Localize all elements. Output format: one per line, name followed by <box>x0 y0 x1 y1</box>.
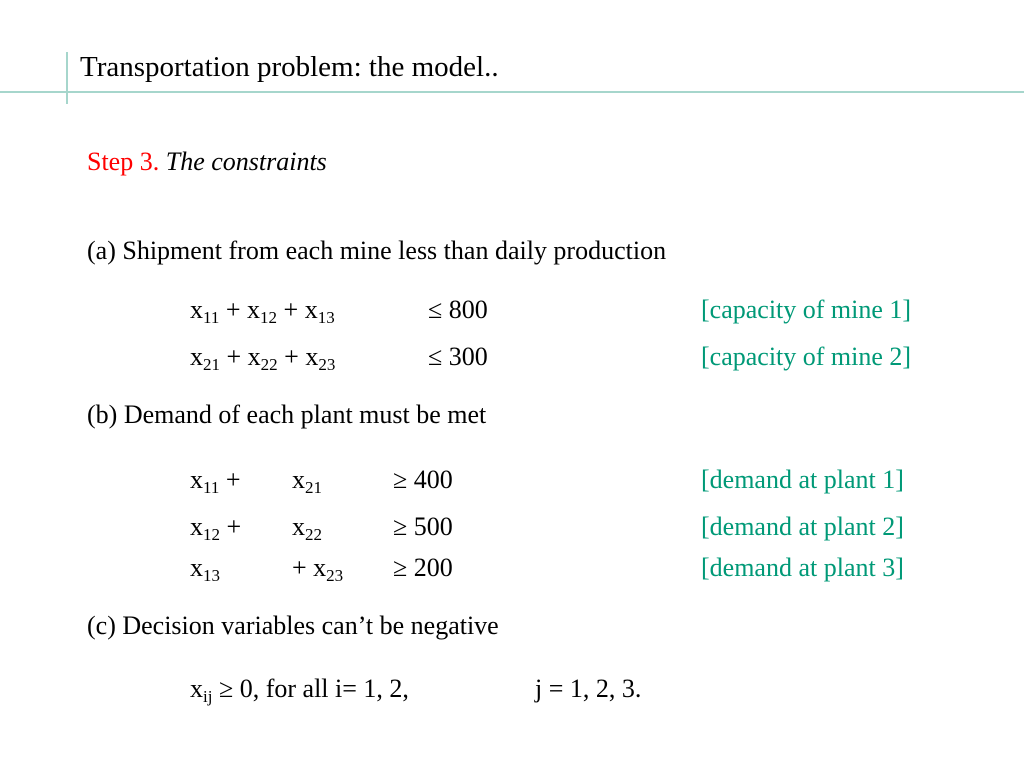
section-a-heading: (a) Shipment from each mine less than daily production <box>87 236 667 265</box>
constraint-b3-right: + $x_{23}$ <box>292 553 344 585</box>
constraint-b1-right: $x_{21}$ <box>292 465 322 497</box>
title-underline <box>0 91 1024 93</box>
constraint-a1-lhs: $x_{11} + x_{12} + x_{13}$ <box>190 295 335 327</box>
section-b-heading: (b) Demand of each plant must be met <box>87 400 487 429</box>
constraint-b1-rhs: ≥ 400 <box>393 465 453 494</box>
step-heading <box>87 146 327 178</box>
constraint-b1-note: [demand at plant 1] <box>701 465 904 494</box>
title-accent-bar <box>66 52 68 104</box>
slide-title: Transportation problem: the model.. <box>80 51 499 83</box>
constraint-a2-lhs: $x_{21} + x_{22} + x_{23}$ <box>190 342 336 374</box>
constraint-b2-note: [demand at plant 2] <box>701 512 904 541</box>
section-c-heading: (c) Decision variables can’t be negative <box>87 611 499 640</box>
constraint-a1-rhs: ≤ 800 <box>428 295 488 324</box>
constraint-b2-left: $x_{12}$ + <box>190 512 242 544</box>
constraint-b1-left: $x_{11}$ + <box>190 465 241 497</box>
constraint-b2-rhs: ≥ 500 <box>393 512 453 541</box>
step-label: Step 3. <box>87 147 160 176</box>
step-title: The constraints <box>165 147 327 176</box>
constraint-b3-rhs: ≥ 200 <box>393 553 453 582</box>
nonnegativity-index-j: j = 1, 2, 3. <box>535 674 642 703</box>
constraint-b2-right: $x_{22}$ <box>292 512 322 544</box>
constraint-a2-note: [capacity of mine 2] <box>701 342 912 371</box>
constraint-b3-note: [demand at plant 3] <box>701 553 904 582</box>
constraint-b3-left: $x_{13}$ <box>190 553 220 585</box>
nonnegativity-constraint: $x_{ij} \ge 0$, for all i= 1, 2, <box>190 674 409 706</box>
constraint-a1-note: [capacity of mine 1] <box>701 295 912 324</box>
constraint-a2-rhs: ≤ 300 <box>428 342 488 371</box>
